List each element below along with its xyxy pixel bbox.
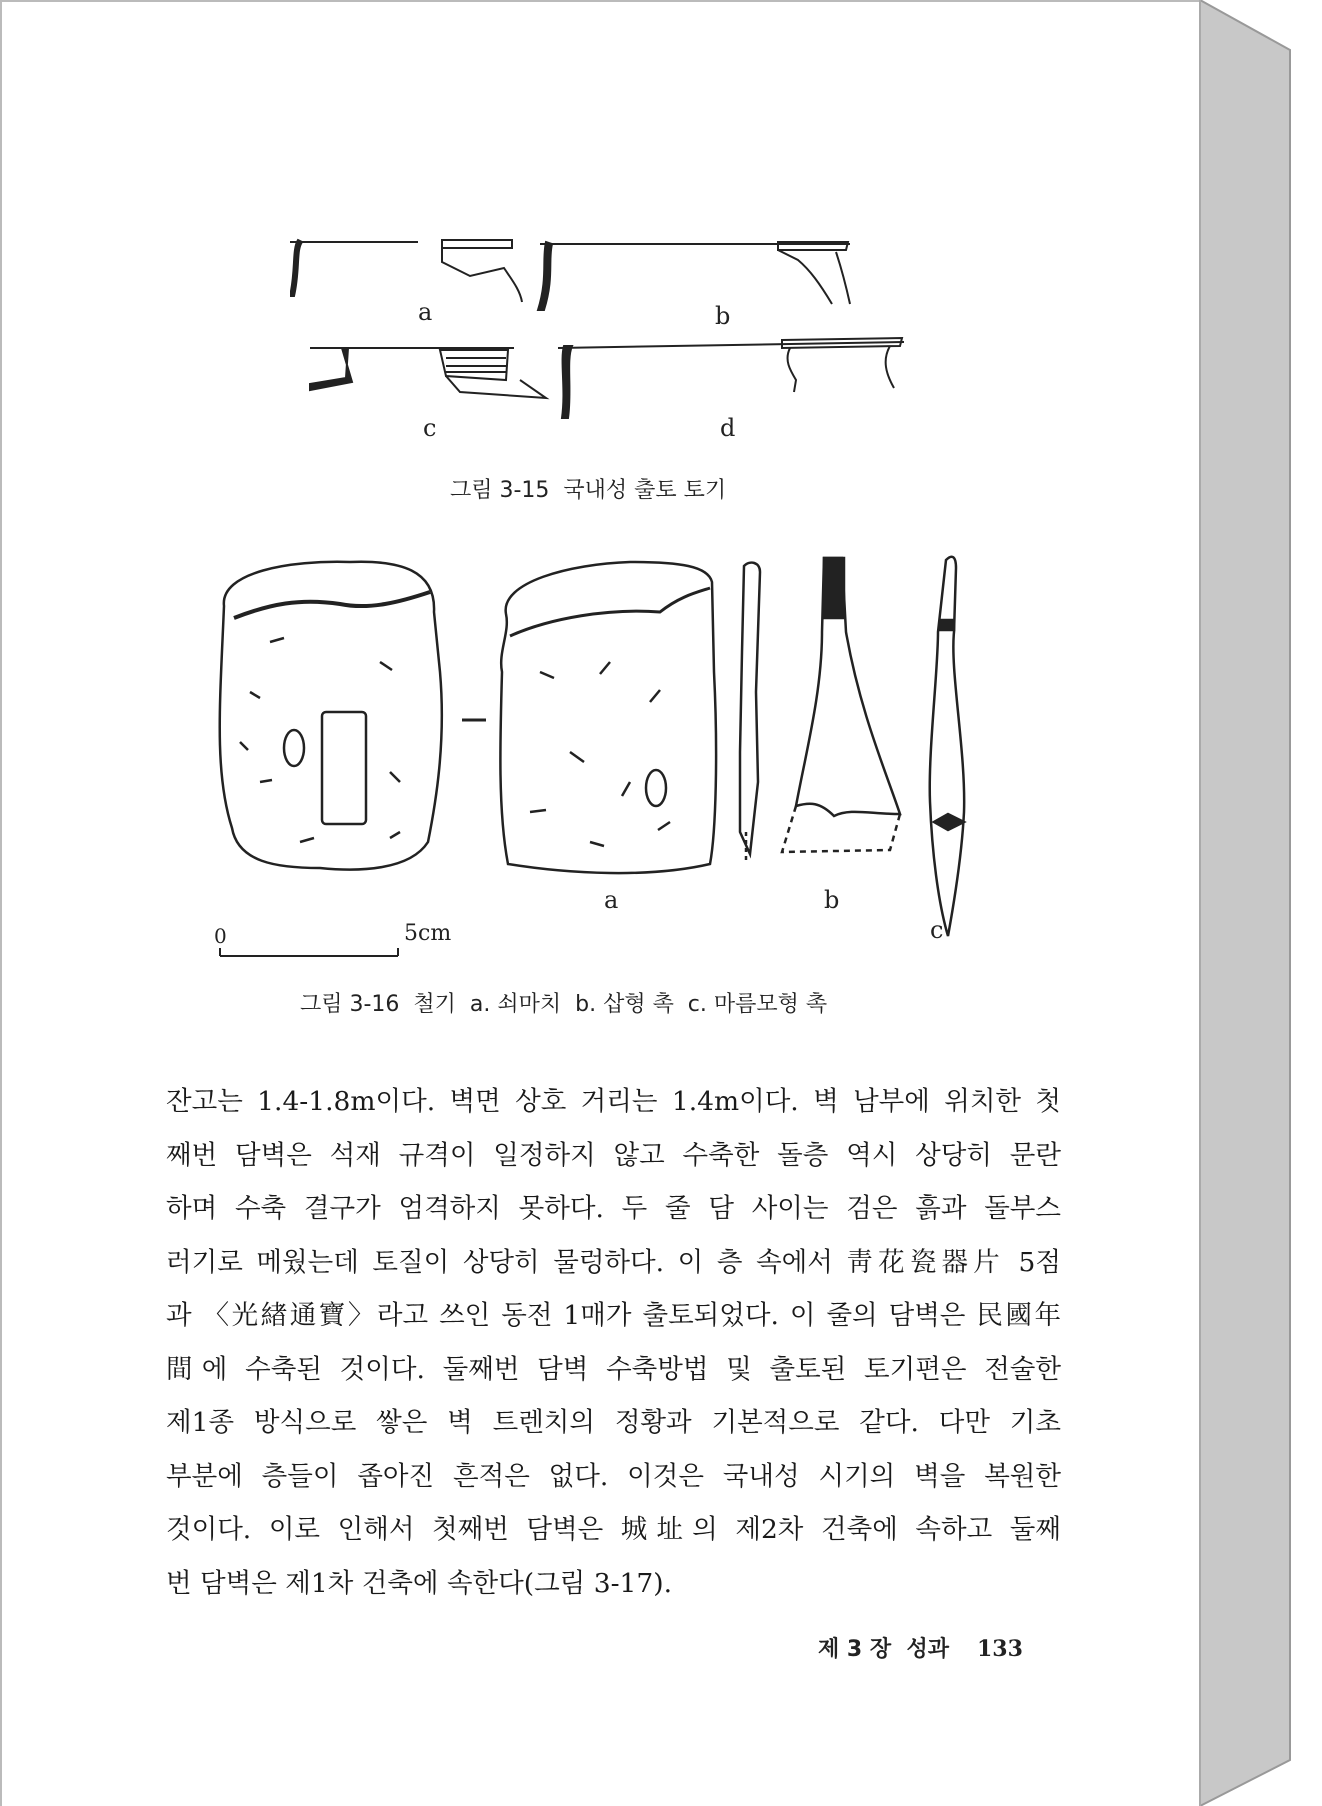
body-line: 하며 수축 결구가 엄격하지 못하다. 두 줄 담 사이는 검은 흙과 돌부스 <box>166 1193 1061 1224</box>
scale-bar <box>220 948 398 956</box>
body-paragraph <box>166 1075 1061 1610</box>
pottery-profile-b <box>538 242 850 310</box>
rhombus-arrowhead-c <box>930 557 964 936</box>
figure-label-d: d <box>720 414 736 442</box>
figure-label-b: b <box>715 302 731 330</box>
body-line: 과 〈光緖通寶〉라고 쓰인 동전 1매가 출토되었다. 이 줄의 담벽은 民國年 <box>166 1300 1061 1331</box>
scale-start-label: 0 <box>214 924 227 948</box>
spade-arrowhead-b <box>782 558 900 852</box>
body-line: 제1종 방식으로 쌓은 벽 트렌치의 정황과 기본적으로 같다. 다만 기초 <box>166 1407 1061 1438</box>
chapter-title: 제 3 장 성과 <box>818 1637 949 1662</box>
iron-hammer-side <box>500 562 716 873</box>
figure-label-b: b <box>824 886 840 914</box>
figure-label-c: c <box>423 414 437 442</box>
scale-end-label: 5cm <box>404 921 452 946</box>
pottery-profile-d <box>558 338 904 418</box>
pottery-profile-a <box>290 240 522 302</box>
body-line: 間에 수축된 것이다. 둘째번 담벽 수축방법 및 출토된 토기편은 전술한 <box>166 1353 1061 1385</box>
figure-label-c: c <box>930 916 944 944</box>
figure-label-a: a <box>418 298 433 326</box>
body-line: 번 담벽은 제1차 건축에 속한다(그림 3-17). <box>166 1567 672 1599</box>
iron-hammer-front <box>220 562 442 870</box>
figure-caption-3-16: 그림 3-16 철기 a. 쇠마치 b. 삽형 촉 c. 마름모형 촉 <box>300 992 828 1017</box>
page-number: 133 <box>976 1636 1023 1662</box>
figure-caption-3-15: 그림 3-15 국내성 출토 토기 <box>450 478 727 503</box>
body-line: 부분에 층들이 좁아진 흔적은 없다. 이것은 국내성 시기의 벽을 복원한 <box>166 1460 1061 1492</box>
body-line: 러기로 메웠는데 토질이 상당히 물렁하다. 이 층 속에서 靑花瓷器片 5점 <box>166 1246 1061 1278</box>
iron-tools-figure <box>210 552 980 972</box>
arrowhead-profile <box>740 563 760 864</box>
pottery-figure <box>290 230 930 430</box>
pottery-profile-c <box>310 348 546 398</box>
figure-label-a: a <box>604 886 619 914</box>
body-line: 째번 담벽은 석재 규격이 일정하지 않고 수축한 돌층 역시 상당히 문란 <box>166 1139 1061 1171</box>
page-footer <box>818 1632 1023 1663</box>
body-line: 잔고는 1.4-1.8m이다. 벽면 상호 거리는 1.4m이다. 벽 남부에 위치한 첫 <box>166 1086 1061 1117</box>
body-line: 것이다. 이로 인해서 첫째번 담벽은 城址의 제2차 건축에 속하고 둘째 <box>166 1514 1061 1545</box>
